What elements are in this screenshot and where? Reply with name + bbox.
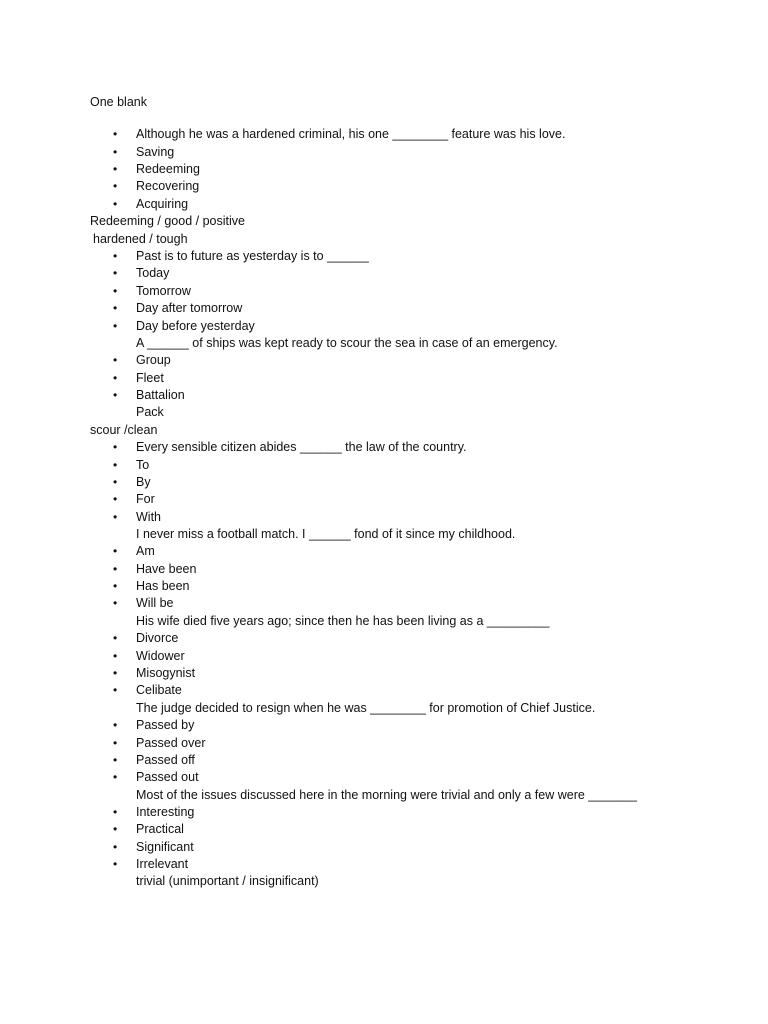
answer-option: Saving: [136, 145, 175, 159]
answer-option: Significant: [136, 840, 194, 854]
answer-option: Pack: [136, 405, 164, 419]
bullet-icon: •: [113, 284, 118, 298]
bullet-icon: •: [113, 492, 118, 506]
answer-option: Tomorrow: [136, 284, 191, 298]
answer-option: Misogynist: [136, 666, 196, 680]
question-text: A ______ of ships was kept ready to scour the sea in case of an emergency.: [136, 336, 558, 350]
answer-option: Passed out: [136, 770, 199, 784]
bullet-icon: •: [113, 440, 118, 454]
bullet-icon: •: [113, 649, 118, 663]
bullet-icon: •: [113, 736, 118, 750]
bullet-icon: •: [113, 510, 118, 524]
question-text: Although he was a hardened criminal, his one ________ feature was his love.: [136, 127, 566, 141]
bullet-icon: •: [113, 145, 118, 159]
bullet-icon: •: [113, 319, 118, 333]
bullet-icon: •: [113, 353, 118, 367]
bullet-icon: •: [113, 458, 118, 472]
bullet-icon: •: [113, 266, 118, 280]
bullet-icon: •: [113, 596, 118, 610]
question-text: Every sensible citizen abides ______ the law of the country.: [136, 440, 467, 454]
bullet-icon: •: [113, 127, 118, 141]
answer-option: Today: [136, 266, 170, 280]
question-text: Most of the issues discussed here in the morning were trivial and only a few were _______: [136, 788, 637, 802]
bullet-icon: •: [113, 179, 118, 193]
bullet-icon: •: [113, 666, 118, 680]
question-text: The judge decided to resign when he was ________ for promotion of Chief Justice.: [136, 701, 596, 715]
note-text: Redeeming / good / positive: [90, 214, 245, 228]
bullet-icon: •: [113, 162, 118, 176]
answer-option: Has been: [136, 579, 190, 593]
answer-option: Redeeming: [136, 162, 200, 176]
answer-option: By: [136, 475, 151, 489]
bullet-icon: •: [113, 388, 118, 402]
answer-option: Interesting: [136, 805, 195, 819]
bullet-icon: •: [113, 371, 118, 385]
bullet-icon: •: [113, 822, 118, 836]
answer-option: Divorce: [136, 631, 179, 645]
answer-option: Acquiring: [136, 197, 189, 211]
bullet-icon: •: [113, 475, 118, 489]
answer-option: Passed by: [136, 718, 195, 732]
section-heading: One blank: [90, 95, 147, 109]
answer-option: Widower: [136, 649, 185, 663]
answer-option: To: [136, 458, 150, 472]
bullet-icon: •: [113, 579, 118, 593]
answer-option: Passed off: [136, 753, 195, 767]
answer-option: Have been: [136, 562, 197, 576]
question-text: His wife died five years ago; since then he has been living as a _________: [136, 614, 550, 628]
answer-option: Passed over: [136, 736, 206, 750]
bullet-icon: •: [113, 631, 118, 645]
answer-option: Am: [136, 544, 155, 558]
answer-option: Practical: [136, 822, 184, 836]
bullet-icon: •: [113, 840, 118, 854]
answer-option: Day after tomorrow: [136, 301, 243, 315]
bullet-icon: •: [113, 805, 118, 819]
bullet-icon: •: [113, 683, 118, 697]
answer-option: Irrelevant: [136, 857, 189, 871]
note-text: scour /clean: [90, 423, 158, 437]
bullet-icon: •: [113, 753, 118, 767]
bullet-icon: •: [113, 197, 118, 211]
answer-option: Celibate: [136, 683, 182, 697]
bullet-icon: •: [113, 301, 118, 315]
answer-option: With: [136, 510, 161, 524]
answer-option: Day before yesterday: [136, 319, 255, 333]
question-text: Past is to future as yesterday is to ______: [136, 249, 369, 263]
question-text: I never miss a football match. I ______ fond of it since my childhood.: [136, 527, 516, 541]
bullet-icon: •: [113, 770, 118, 784]
note-text: trivial (unimportant / insignificant): [136, 874, 319, 888]
answer-option: Fleet: [136, 371, 164, 385]
answer-option: Battalion: [136, 388, 185, 402]
bullet-icon: •: [113, 544, 118, 558]
answer-option: For: [136, 492, 155, 506]
bullet-icon: •: [113, 249, 118, 263]
answer-option: Recovering: [136, 179, 200, 193]
answer-option: Will be: [136, 596, 174, 610]
bullet-icon: •: [113, 562, 118, 576]
bullet-icon: •: [113, 857, 118, 871]
note-text: hardened / tough: [93, 232, 188, 246]
bullet-icon: •: [113, 718, 118, 732]
answer-option: Group: [136, 353, 171, 367]
